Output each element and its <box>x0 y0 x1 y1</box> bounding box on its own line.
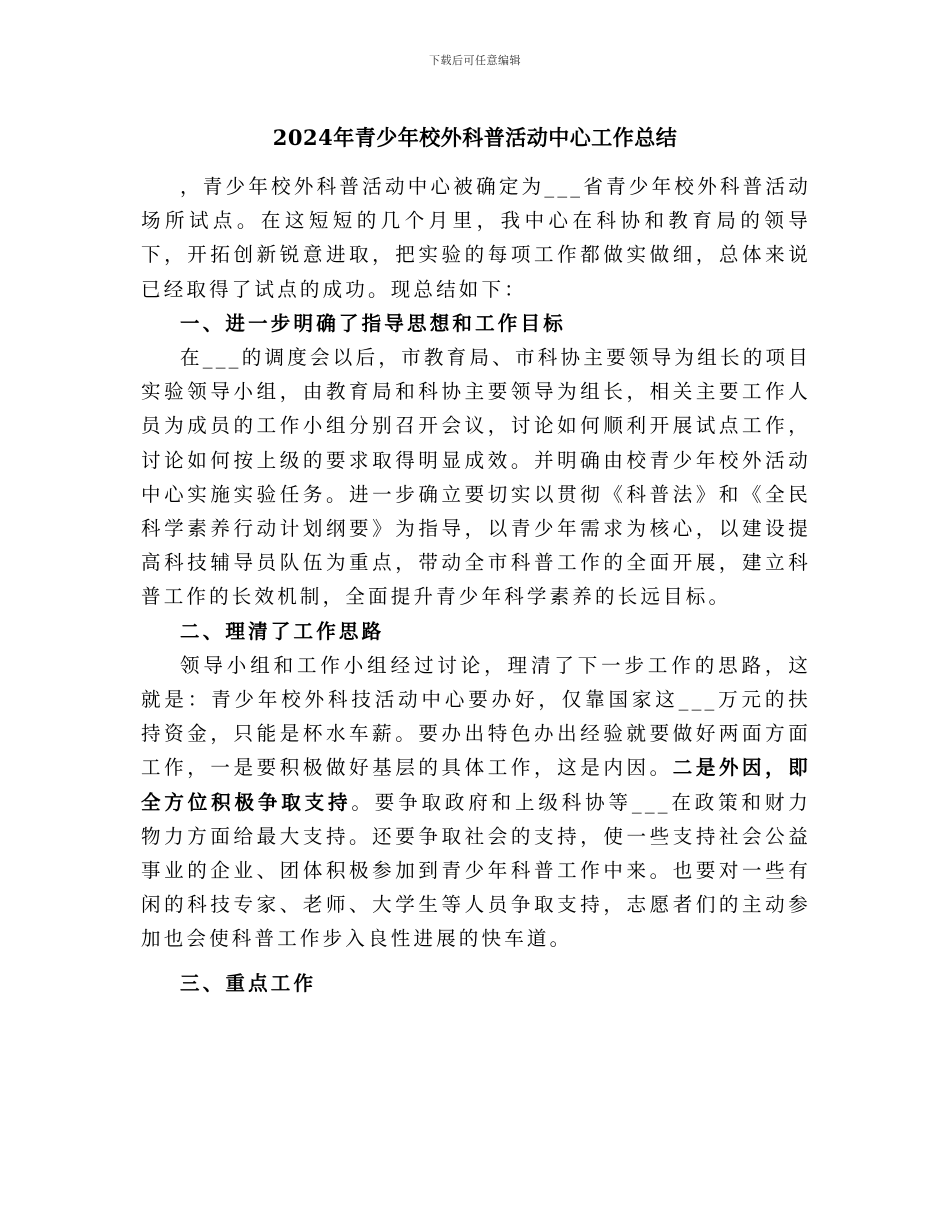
section-paragraph-1: 在___的调度会以后，市教育局、市科协主要领导为组长的项目实验领导小组，由教育局和科协主要领导为组长，相关主要工作人员为成员的工作小组分别召开会议，讨论如何顺利开展试点工作，讨论如何按上级的要求取得明显成效。并明确由校青少年校外活动中心实施实验任务。进一步确立要切实以贯彻《科普法》和《全民科学素养行动计划纲要》为指导，以青少年需求为核心，以建设提高科技辅导员队伍为重点，带动全市科普工作的全面开展，建立科普工作的长效机制，全面提升青少年科学素养的长远目标。 <box>141 346 811 609</box>
paragraph-bold-text: 二是外因，即全方位积极争取支持 <box>141 756 811 814</box>
section-paragraph-2 <box>141 649 811 957</box>
paragraph-text-before: 领导小组和工作小组经过讨论，理清了下一步工作的思路，这就是：青少年校外科技活动中心要办好，仅靠国家这___万元的扶持资金，只能是杯水车薪。要办出特色办出经验就要做好两面方面工作，一是要积极做好基层的具体工作，这是内因。 <box>141 653 811 780</box>
header-note: 下载后可任意编辑 <box>429 54 521 67</box>
section-heading-2: 二、理清了工作思路 <box>180 619 385 643</box>
intro-paragraph: ，青少年校外科普活动中心被确定为___省青少年校外科普活动场所试点。在这短短的几个月里，我中心在科协和教育局的领导下，开拓创新锐意进取，把实验的每项工作都做实做细，总体来说已经取得了试点的成功。现总结如下： <box>141 175 811 301</box>
section-heading-1: 一、进一步明确了指导思想和工作目标 <box>180 311 566 335</box>
paragraph-text-after: 。要争取政府和上级科协等___在政策和财力物力方面给最大支持。还要争取社会的支持，使一些支持社会公益事业的企业、团体积极参加到青少年科普工作中来。也要对一些有闲的科技专家、老师、大学生等人员争取支持，志愿者们的主动参加也会使科普工作步入良性进展的快车道。 <box>141 790 811 951</box>
section-heading-3: 三、重点工作 <box>180 971 317 995</box>
document-body <box>141 170 811 1001</box>
document-title: 2024年青少年校外科普活动中心工作总结 <box>272 125 678 150</box>
